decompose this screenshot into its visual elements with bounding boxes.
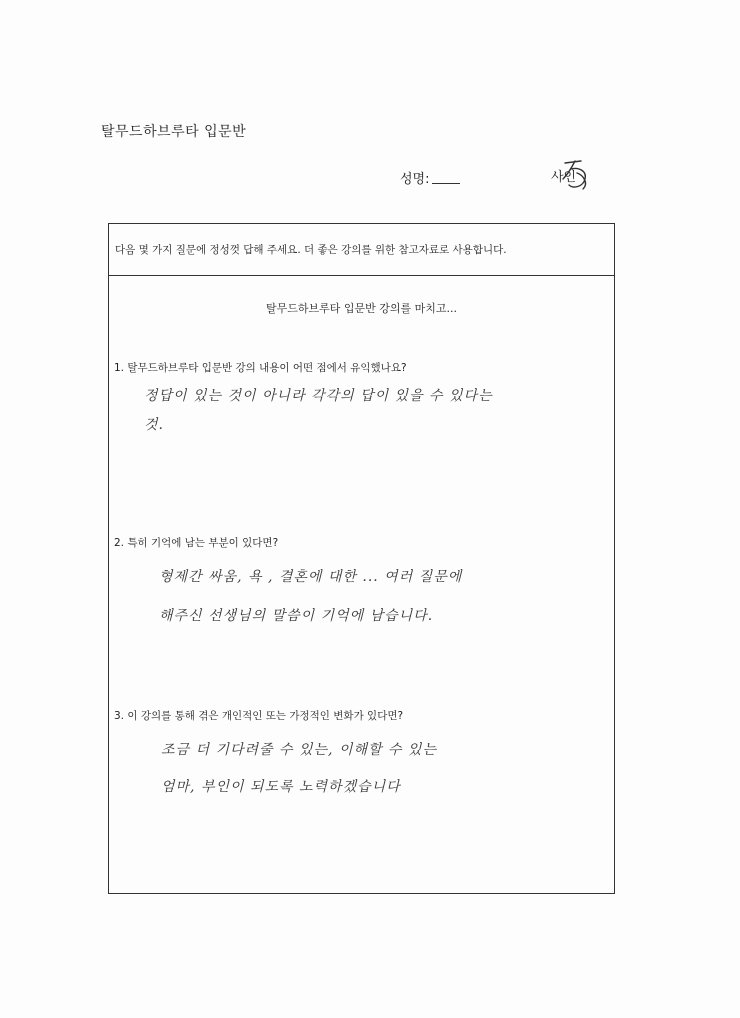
answer-1-line-1: 정답이 있는 것이 아니라 각각의 답이 있을 수 있다는: [144, 388, 493, 404]
form-instruction: 다음 몇 가지 질문에 정성껏 답해 주세요. 더 좋은 강의를 위한 참고자료로 사용합니다.: [109, 224, 614, 276]
signature-label: 사인: [551, 170, 577, 185]
question-2: 2. 특히 기억에 남는 부분이 있다면?: [114, 537, 279, 549]
document-title: 탈무드하브루타 입문반: [101, 124, 247, 140]
name-blank-line: [432, 183, 460, 184]
question-3: 3. 이 강의를 통해 겪은 개인적인 또는 가정적인 변화가 있다면?: [114, 710, 404, 722]
answer-2-line-2: 해주신 선생님의 말씀이 기억에 남습니다.: [159, 608, 434, 624]
answer-1-line-2: 것.: [144, 417, 164, 433]
name-field: [400, 168, 460, 187]
form-subtitle: 탈무드하브루타 입문반 강의를 마치고...: [266, 302, 457, 315]
name-label: 성명:: [400, 172, 430, 187]
answer-2-line-1: 형제간 싸움, 욕 , 결혼에 대한 ... 여러 질문에: [159, 569, 463, 585]
handwritten-signature: [557, 157, 597, 197]
survey-form-box: [108, 223, 615, 894]
answer-3-line-2: 엄마, 부인이 되도록 노력하겠습니다: [161, 779, 401, 795]
answer-3-line-1: 조금 더 기다려줄 수 있는, 이해할 수 있는: [161, 742, 437, 758]
question-1: 1. 탈무드하브루타 입문반 강의 내용이 어떤 점에서 유익했나요?: [114, 362, 407, 374]
